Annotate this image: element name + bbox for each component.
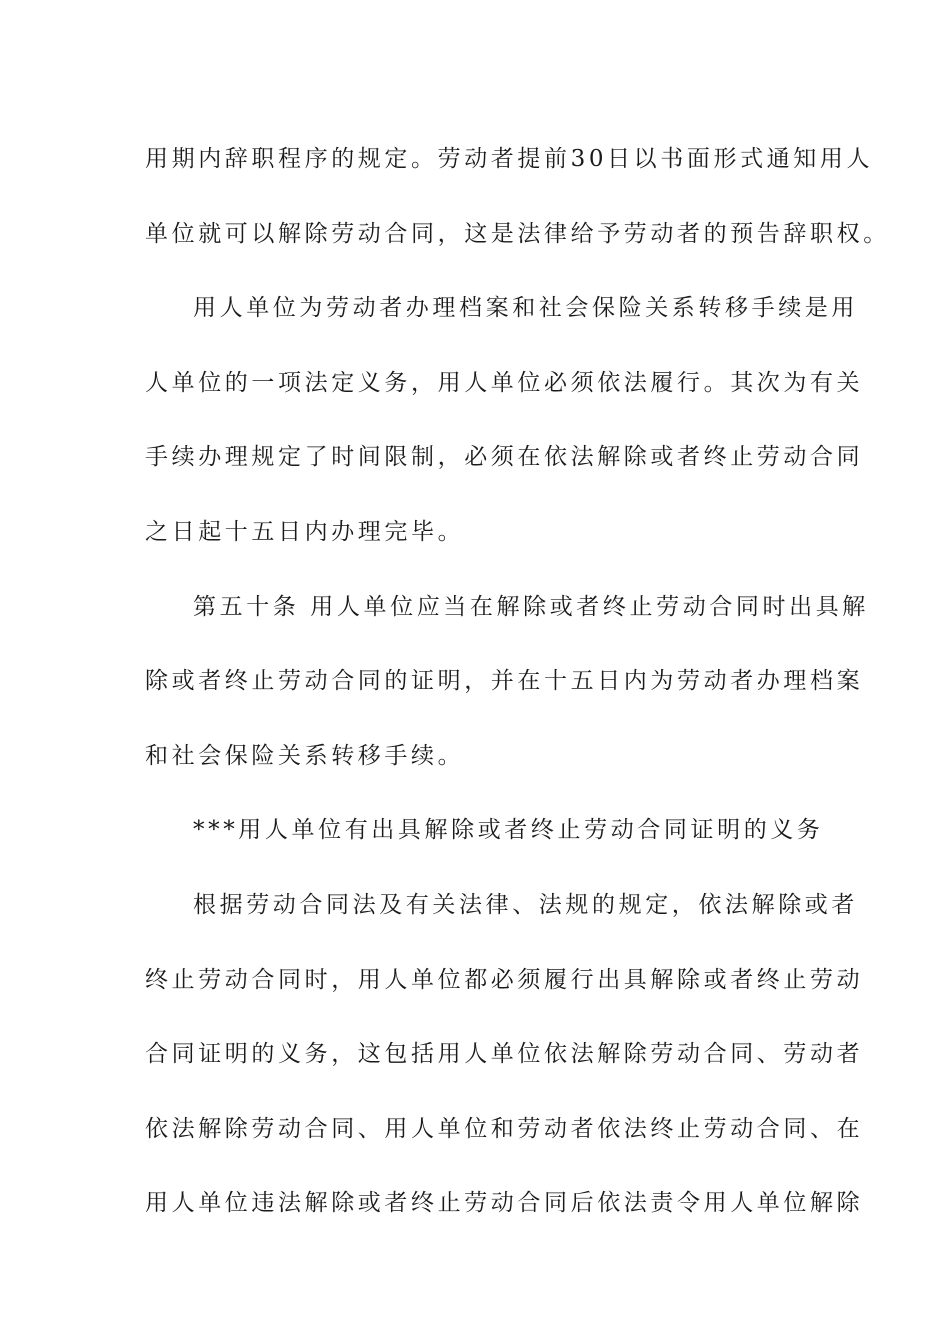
document-body bbox=[145, 122, 890, 1241]
text-line: 之日起十五日内办理完毕。 bbox=[145, 518, 465, 545]
text-line: 用人单位违法解除或者终止劳动合同后依法责令用人单位解除 bbox=[145, 1190, 864, 1217]
paragraph-start-line: 用人单位为劳动者办理档案和社会保险关系转移手续是用 bbox=[193, 295, 858, 322]
paragraph-start-line: 根据劳动合同法及有关法律、法规的规定，依法解除或者 bbox=[193, 891, 858, 918]
text-line: 手续办理规定了时间限制，必须在依法解除或者终止劳动合同 bbox=[145, 444, 864, 471]
text-line: 单位就可以解除劳动合同，这是法律给予劳动者的预告辞职权。 bbox=[145, 220, 890, 247]
text-line: 除或者终止劳动合同的证明，并在十五日内为劳动者办理档案 bbox=[145, 668, 864, 695]
text-line: 终止劳动合同时，用人单位都必须履行出具解除或者终止劳动 bbox=[145, 966, 864, 993]
text-line: 和社会保险关系转移手续。 bbox=[145, 742, 465, 769]
text-line: 合同证明的义务，这包括用人单位依法解除劳动合同、劳动者 bbox=[145, 1041, 864, 1068]
text-line: 用期内辞职程序的规定。劳动者提前30日以书面形式通知用人 bbox=[145, 146, 874, 172]
section-heading-line: ***用人单位有出具解除或者终止劳动合同证明的义务 bbox=[193, 817, 824, 844]
article-heading-line: 第五十条 用人单位应当在解除或者终止劳动合同时出具解 bbox=[193, 593, 869, 620]
text-line: 人单位的一项法定义务，用人单位必须依法履行。其次为有关 bbox=[145, 369, 864, 396]
text-line: 依法解除劳动合同、用人单位和劳动者依法终止劳动合同、在 bbox=[145, 1115, 864, 1142]
